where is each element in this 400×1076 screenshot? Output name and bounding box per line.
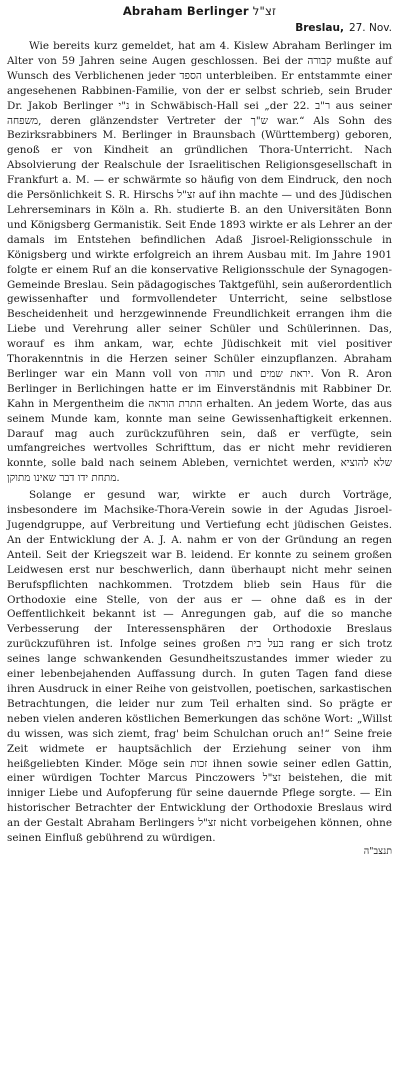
article-paragraph-1: Wie bereits kurz gemeldet, hat am 4. Kislew Abraham Berlinger im Alter von 59 Jahren seine Augen geschlossen. Bei der קבורה mußte auf Wunsch des Verblichenen jeder הספד unterbleiben. Er entstammte einer angesehenen Rabbinen-Familie, von der er selbst schrieb, sein Bruder Dr. Jakob Berlinger נ"י in Schwäbisch-Hall sei „der 22. ר"ב aus seiner משפחה, deren glänzendster Vertreter der ש"ך war.“ Als Sohn des Bezirksrabbiners M. Berlinger in Braunsbach (Württemberg) geboren, genoß er von Kindheit an gründlichen Thora-Unterricht. Nach Absolvierung der Realschule der Israelitischen Religionsgesellschaft in Frankfurt a. M. — er schwärmte so häufig von dem Eindruck, den noch die Persönlichkeit S. R. Hirschs זצ"ל auf ihn machte — und des Jüdischen Lehrerseminars in Köln a. Rh. studierte B. an den Universitäten Bonn und Königsberg Germanistik. Seit Ende 1893 wirkte er als Lehrer an der damals im Entstehen befindlichen Adaß Jisroel-Religionsschule in Königsberg und wirkte erfolgreich an ihrem Ausbau mit. Im Jahre 1901 folgte er einem Ruf an die konservative Religionsschule der Synagogen-Gemeinde Breslau. Sein pädagogisches Taktgefühl, sein außerordentlich gewissenhafter und formvollendeter Unterricht, seine selbstlose Bescheidenheit und herzgewinnende Freundlichkeit errangen ihm die Liebe und Verehrung aller seiner Schüler und Schülerinnen. Das, worauf es ihm ankam, war, echte Jüdischkeit mit viel positiver Thorakenntnis in die Herzen seiner Schüler einzupflanzen. Abraham Berlinger war ein Mann voll von תורה und יראת שמים. Von R. Aron Berlinger in Berlichingen hatte er im Einverständnis mit Rabbiner Dr. Kahn in Mergentheim die התרת הוראה erhalten. An jedem Worte, das aus seinem Munde kam, konnte man seine Gewissenhaftigkeit erkennen. Darauf mag auch zurückzuführen sein, daß er verfügte, sein umfangreiches wertvolles Schrifttum, das er nicht mehr revidieren konnte, solle bald nach seinem Ableben, vernichtet werden, שלא להוציא מתחת ידו דבר שאינו מתוקן. (7, 40, 392, 485)
article-paragraph-2: Solange er gesund war, wirkte er auch durch Vorträge, insbesondere im Machsike-Thora-Verein sowie in der Agudas Jisroel-Jugendgruppe, auf Verbreitung und Vertiefung echt jüdischen Geistes. An der Entwicklung der A. J. A. nahm er von der Gründung an regen Anteil. Seit der Kriegszeit war B. leidend. Er konnte zu seinem großen Leidwesen erst nur beschwerlich, dann überhaupt nicht mehr seinen Berufspflichten nachkommen. Trotzdem blieb sein Haus für die Orthodoxie eine Stelle, von der aus er — ohne daß es in der Oeffentlichkeit bekannt ist — Anregungen gab, auf die so manche Verbesserung der Interessensphären der Orthodoxie Breslaus zurückzuführen ist. Infolge seines großen בעל בית rang er sich trotz seines lange schwankenden Gesundheitszustandes immer wieder zu einer lebenbejahenden Auffassung durch. In guten Tagen fand diese ihren Ausdruck in einer Reihe von geistvollen, poetischen, sarkastischen Betrachtungen, die leider nur zum Teil erhalten sind. So prägte er neben vielen anderen köstlichen Bemerkungen das schöne Wort: „Willst du wissen, was sich ziemt, frag' beim Schulchan oruch an!“ Seine freie Zeit widmete er hauptsächlich der Erziehung seiner von ihm heißgeliebten Kinder. Möge sein זכות ihnen sowie seiner edlen Gattin, einer würdigen Tochter Marcus Pinczowers זצ"ל beistehen, die mit inniger Liebe und Aufopferung für seine dauernde Pflege sorgte. — Ein historischer Betrachter der Entwicklung der Orthodoxie Breslaus wird an der Gestalt Abraham Berlingers זצ"ל nicht vorbeigehen können, ohne seinen Einfluß gebührend zu würdigen. (7, 489, 393, 845)
dateline-date: 27. Nov. (348, 22, 392, 34)
dateline (7, 21, 392, 35)
headline-name: Abraham Berlinger (122, 4, 249, 18)
newspaper-column (7, 4, 392, 858)
headline-honorific: זצ"ל (252, 4, 277, 18)
article-headline (7, 4, 392, 19)
closing-formula: תנצב"ה (363, 845, 392, 857)
dateline-place: Breslau, (295, 22, 344, 34)
